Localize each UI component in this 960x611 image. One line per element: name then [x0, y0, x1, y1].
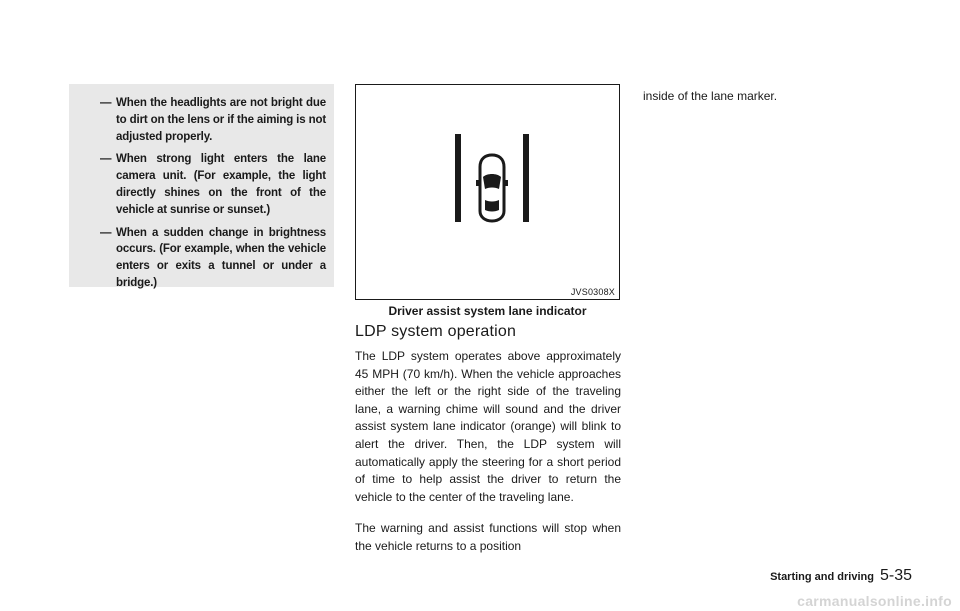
watermark: carmanualsonline.info	[797, 593, 952, 609]
dash-marker: —	[100, 153, 112, 166]
continued-text: inside of the lane marker.	[643, 89, 778, 103]
figure-caption: Driver assist system lane indicator	[388, 304, 587, 318]
note-text: When a sudden change in brightness occurs. (For example, when the vehicle enters or exits a tunnel or under a bridge.)	[116, 226, 326, 289]
note-list	[100, 95, 326, 298]
lane-indicator-figure	[355, 84, 620, 300]
dash-marker: —	[100, 97, 112, 109]
dash-marker: —	[100, 226, 112, 239]
page-number: 5-35	[879, 567, 912, 584]
list-item	[100, 151, 326, 218]
list-item	[100, 225, 326, 292]
car-between-lane-markers-icon	[356, 85, 619, 299]
note-text: When the headlights are not bright due to dirt on the lens or if the aiming is not adjusted properly.	[116, 97, 326, 143]
list-item	[100, 95, 326, 145]
body-paragraph: The warning and assist functions will stop when the vehicle returns to a position	[355, 521, 621, 553]
section-title: LDP system operation	[355, 323, 517, 340]
figure-code: JVS0308X	[570, 287, 615, 297]
note-text: When strong light enters the lane camera unit. (For example, the light directly shines on the front of the vehicle at sunrise or sunset.)	[116, 153, 326, 216]
page-footer	[770, 567, 912, 585]
footer-section-name: Starting and driving	[770, 571, 874, 583]
body-paragraph: The LDP system operates above approximately 45 MPH (70 km/h). When the vehicle approaches either the left or the right side of the traveling lane, a warning chime will sound and the driver assist system lane indicator (orange) will blink to alert the driver. Then, the LDP system will automatically apply the steering for a short period of time to help assist the driver to return the vehicle to the center of the traveling lane.	[355, 349, 621, 504]
